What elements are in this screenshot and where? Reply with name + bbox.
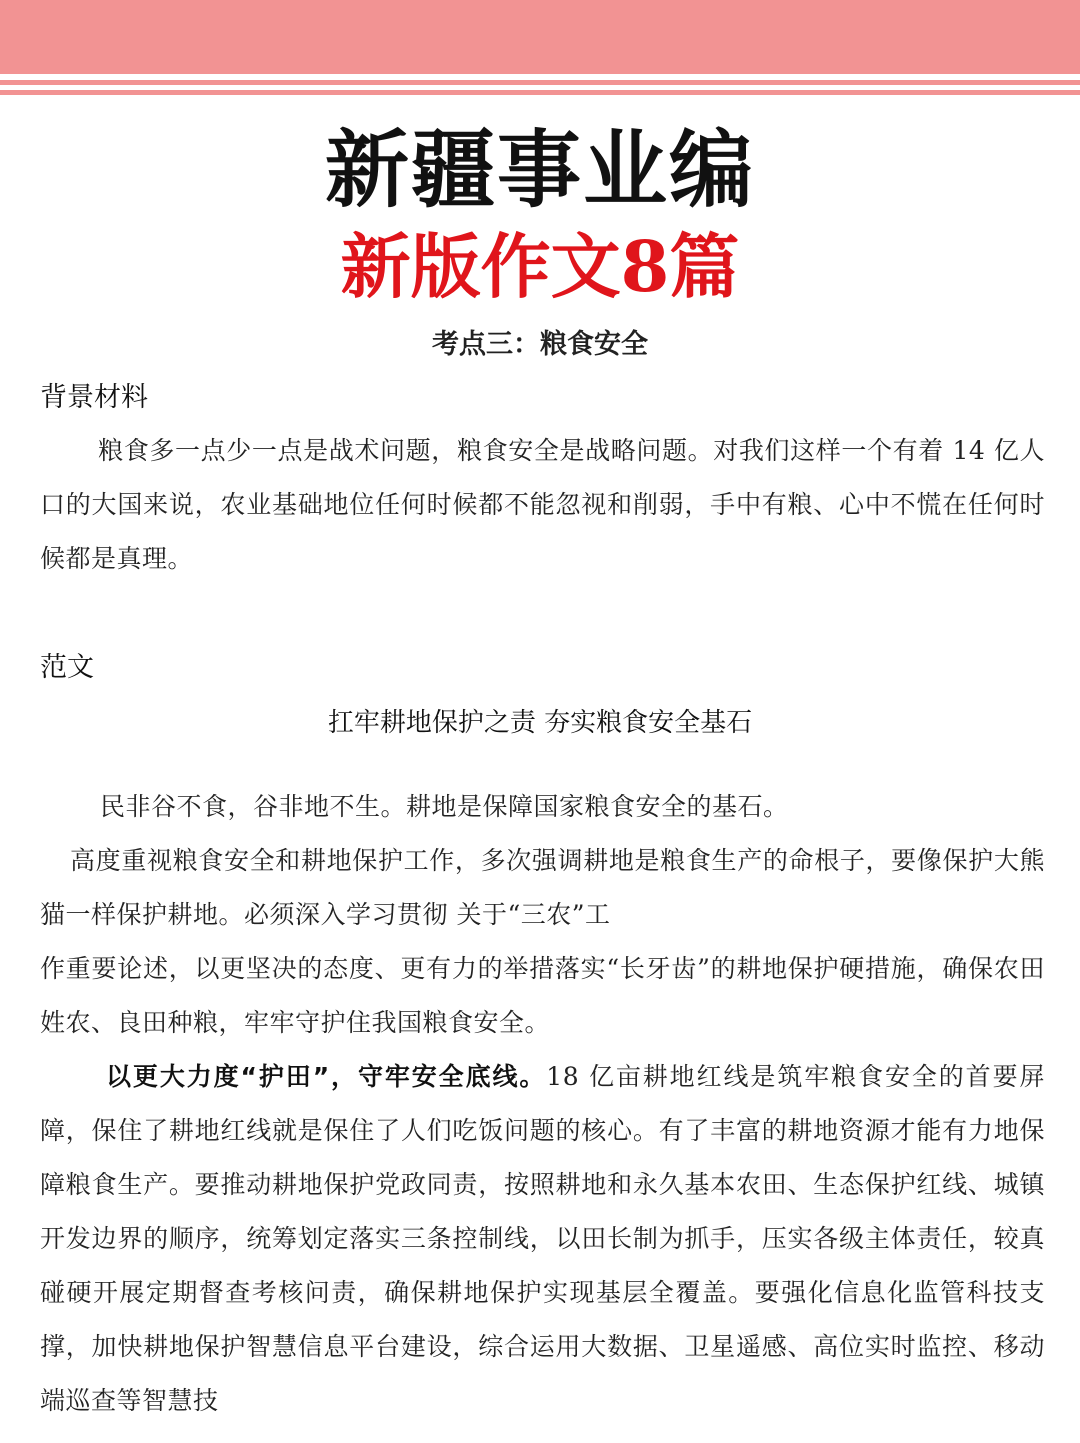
header-stripe — [0, 90, 1080, 95]
header-band — [0, 0, 1080, 74]
essay-paragraph: 作重要论述，以更坚决的态度、更有力的举措落实“长牙齿”的耕地保护硬措施，确保农田姓农、良田种粮，牢牢守护住我国粮食安全。 — [40, 954, 1045, 1037]
page-title: 新疆事业编 — [324, 121, 755, 219]
essay-label: 范文 — [40, 652, 94, 683]
essay-paragraph: 以更大力度“护田”，守牢安全底线。18 亿亩耕地红线是筑牢粮食安全的首要屏障，保住了耕地红线就是保住了人们吃饭问题的核心。有了丰富的耕地资源才能有力地保障粮食生产。要推动耕地保护党政同责，按照耕地和永久基本农田、生态保护红线、城镇开发边界的顺序，统筹划定落实三条控制线，以田长制为抓手，压实各级主体责任，较真碰硬开展定期督查考核问责，确保耕地保护实现基层全覆盖。要强化信息化监管科技支撑，加快耕地保护智慧信息平台建设，综合运用大数据、卫星遥感、高位实时监控、移动端巡查等智慧技 — [40, 1062, 1045, 1415]
essay-body — [40, 780, 1045, 1428]
essay-title: 扛牢耕地保护之责 夯实粮食安全基石 — [327, 708, 753, 738]
essay-point-heading: 以更大力度“护田”，守牢安全底线。 — [106, 1062, 547, 1091]
background-paragraph: 粮食多一点少一点是战术问题，粮食安全是战略问题。对我们这样一个有着 14 亿人口的大国来说，农业基础地位任何时候都不能忽视和削弱，手中有粮、心中不慌在任何时候都是真理。 — [40, 436, 1045, 573]
background-label: 背景材料 — [40, 382, 148, 413]
essay-paragraph: 高度重视粮食安全和耕地保护工作，多次强调耕地是粮食生产的命根子，要像保护大熊猫一样保护耕地。必须深入学习贯彻 关于“三农”工 — [40, 846, 1045, 929]
page-subtitle: 新版作文8篇 — [340, 225, 740, 308]
header-stripe — [0, 80, 1080, 85]
topic-heading: 考点三：粮食安全 — [432, 329, 648, 360]
essay-paragraph: 民非谷不食，谷非地不生。耕地是保障国家粮食安全的基石。 — [100, 792, 789, 821]
